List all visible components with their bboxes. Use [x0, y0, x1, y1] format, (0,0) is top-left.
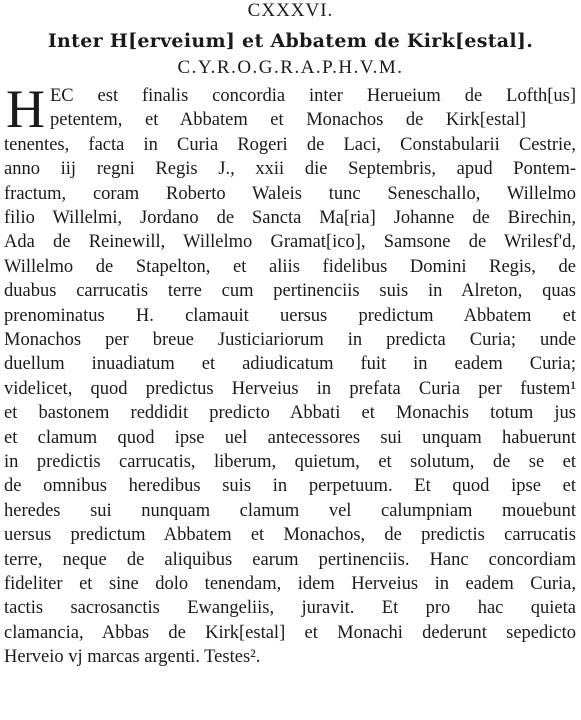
- text-line: Monachos per breue Justiciariorum in predicta Curia; unde: [4, 330, 576, 350]
- text-line: tenentes, facta in Curia Rogeri de Laci, Constabularii Cestrie,: [4, 134, 576, 155]
- text-line: terre, neque de aliquibus earum pertinenciis. Hanc concordiam: [4, 549, 576, 570]
- charter-title: Inter H[erveium] et Abbatem de Kirk[estal].: [47, 30, 534, 52]
- text-line: Herveio vj marcas argenti. Testes².: [4, 647, 261, 668]
- text-line: filio Willelmi, Jordano de Sancta Ma[ria] Johanne de Birechin,: [4, 208, 576, 228]
- text-line: petentem, et Abbatem et Monachos de Kirk[estal]: [50, 110, 526, 131]
- text-line: duellum inuadiatum et adiudicatum fuit in eadem Curia;: [4, 354, 576, 375]
- text-line: Ada de Reinewill, Willelmo Gramat[ico], Samsone de Wrilesf'd,: [4, 232, 576, 253]
- text-line: fideliter et sine dolo tenendam, idem Herveius in eadem Curia,: [4, 574, 576, 594]
- text-line: heredes sui nunquam clamum vel calumpniam mouebunt: [4, 500, 576, 521]
- text-line: tactis sacrosanctis Ewangeliis, juravit. Et pro hac quieta: [4, 598, 576, 619]
- text-line: et bastonem reddidit predicto Abbati et Monachis totum jus: [4, 403, 576, 424]
- text-line: EC est finalis concordia inter Herueium de Lofth[us]: [50, 86, 576, 106]
- drop-cap: H: [6, 79, 45, 139]
- text-line: Willelmo de Stapelton, et aliis fidelibus Domini Regis, de: [4, 256, 576, 277]
- text-line: prenominatus H. clamauit uersus predictum Abbatem et: [4, 305, 576, 326]
- text-line: videlicet, quod predictus Herveius in prefata Curia per fustem¹: [4, 378, 576, 399]
- text-line: clamancia, Abbas de Kirk[estal] et Monachi dederunt sepedicto: [4, 622, 576, 643]
- text-line: in predictis carrucatis, liberum, quietum, et solutum, de se et: [4, 452, 576, 472]
- text-line: uersus predictum Abbatem et Monachos, de predictis carrucatis: [4, 525, 576, 546]
- text-line: anno iij regni Regis J., xxii die Septembris, apud Pontem-: [4, 159, 576, 180]
- charter-subtitle: C.Y.R.O.G.R.A.P.H.V.M.: [177, 57, 404, 78]
- charter-number: CXXXVI.: [247, 0, 334, 21]
- text-line: fractum, coram Roberto Waleis tunc Seneschallo, Willelmo: [4, 183, 576, 204]
- text-line: et clamum quod ipse uel antecessores sui unquam habuerunt: [4, 427, 576, 448]
- text-line: de omnibus heredibus suis in perpetuum. Et quod ipse et: [4, 476, 576, 497]
- text-line: duabus carrucatis terre cum pertinenciis suis in Alreton, quas: [4, 281, 576, 302]
